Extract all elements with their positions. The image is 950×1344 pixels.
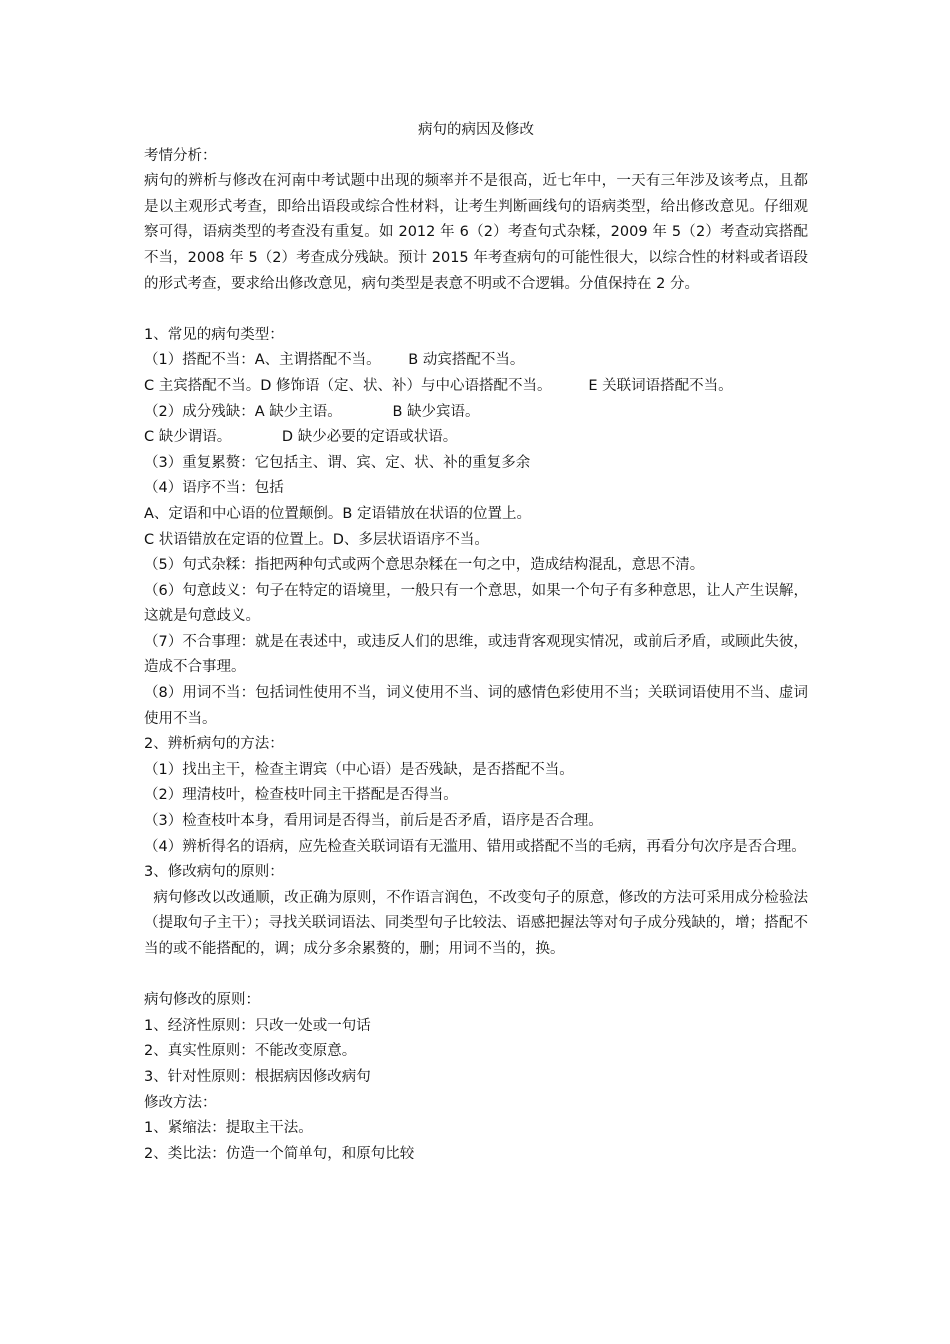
types-line: （3）重复累赘：它包括主、谓、宾、定、状、补的重复多余 bbox=[144, 454, 531, 471]
types-line: （7）不合事理：就是在表述中，或违反人们的思维，或违背客观现实情况，或前后矛盾，或顾此失彼，造成不合事理。 bbox=[144, 633, 808, 676]
section-heading-methods: 2、辨析病句的方法： bbox=[144, 736, 284, 753]
types-line: A、定语和中心语的位置颠倒。B 定语错放在状语的位置上。 bbox=[144, 505, 531, 522]
revise-methods-line: 2、类比法：仿造一个简单句，和原句比较 bbox=[144, 1145, 415, 1162]
section-heading-principles: 3、修改病句的原则： bbox=[144, 864, 284, 881]
section-heading-revise-principles: 病句修改的原则： bbox=[144, 992, 260, 1009]
types-line: （5）句式杂糅：指把两种句式或两个意思杂糅在一句之中，造成结构混乱，意思不清。 bbox=[144, 557, 705, 574]
document-title: 病句的病因及修改 bbox=[418, 122, 534, 138]
types-line: C 状语错放在定语的位置上。D、多层状语语序不当。 bbox=[144, 531, 489, 548]
principles-paragraph: 病句修改以改通顺，改正确为原则，不作语言润色，不改变句子的原意，修改的方法可采用成分检验法（提取句子主干）；寻找关联词语法、同类型句子比较法、语感把握法等对句子成分残缺的，增；搭配不当的或不能搭配的，调；成分多余累赘的，删；用词不当的，换。 bbox=[144, 889, 809, 957]
section-heading-revise-methods: 修改方法： bbox=[144, 1094, 217, 1111]
methods-line: （3）检查枝叶本身，看用词是否得当，前后是否矛盾，语序是否合理。 bbox=[144, 813, 603, 830]
types-line: （8）用词不当：包括词性使用不当，词义使用不当、词的感情色彩使用不当；关联词语使用不当、虚词使用不当。 bbox=[144, 685, 808, 727]
section-heading-analysis: 考情分析： bbox=[144, 147, 217, 164]
types-line: （4）语序不当：包括 bbox=[144, 480, 284, 497]
revise-principles-line: 1、经济性原则：只改一处或一句话 bbox=[144, 1017, 371, 1034]
revise-methods-line: 1、紧缩法：提取主干法。 bbox=[144, 1120, 313, 1137]
types-line: C 主宾搭配不当。D 修饰语（定、状、补）与中心语搭配不当。 E 关联词语搭配不当。 bbox=[144, 377, 733, 394]
revise-principles-line: 3、针对性原则：根据病因修改病句 bbox=[144, 1068, 371, 1085]
document-page bbox=[144, 118, 808, 1167]
types-line: C 缺少谓语。 D 缺少必要的定语或状语。 bbox=[144, 429, 458, 446]
revise-principles-line: 2、真实性原则：不能改变原意。 bbox=[144, 1043, 357, 1060]
types-line: （1）搭配不当：A、主谓搭配不当。 B 动宾搭配不当。 bbox=[144, 352, 525, 369]
blank-line bbox=[144, 963, 808, 989]
types-line: （2）成分残缺：A 缺少主语。 B 缺少宾语。 bbox=[144, 403, 480, 420]
types-line: （6）句意歧义：句子在特定的语境里，一般只有一个意思，如果一个句子有多种意思，让人产生误解，这就是句意歧义。 bbox=[144, 582, 808, 625]
methods-line: （1）找出主干，检查主谓宾（中心语）是否残缺，是否搭配不当。 bbox=[144, 761, 574, 778]
methods-line: （2）理清枝叶，检查枝叶同主干搭配是否得当。 bbox=[144, 787, 458, 804]
section-heading-types: 1、常见的病句类型： bbox=[144, 326, 284, 343]
blank-line bbox=[144, 297, 808, 323]
methods-line: （4）辨析得名的语病，应先检查关联词语有无滥用、错用或搭配不当的毛病，再看分句次序是否合理。 bbox=[144, 838, 806, 855]
analysis-paragraph: 病句的辨析与修改在河南中考试题中出现的频率并不是很高，近七年中，一天有三年涉及该考点，且都是以主观形式考查，即给出语段或综合性材料，让考生判断画线句的语病类型，给出修改意见。仔细观察可得，语病类型的考查没有重复。如 2012 年 6（2）考查句式杂糅，2009 年 5（2）考查动宾搭配不当，2008 年 5（2）考查成分残缺。预计 2015 年考查病句的可能性很大，以综合性的材料或者语段的形式考查，要求给出修改意见，病句类型是表意不明或不合逻辑。分值保持在 2 分。 bbox=[144, 173, 808, 292]
